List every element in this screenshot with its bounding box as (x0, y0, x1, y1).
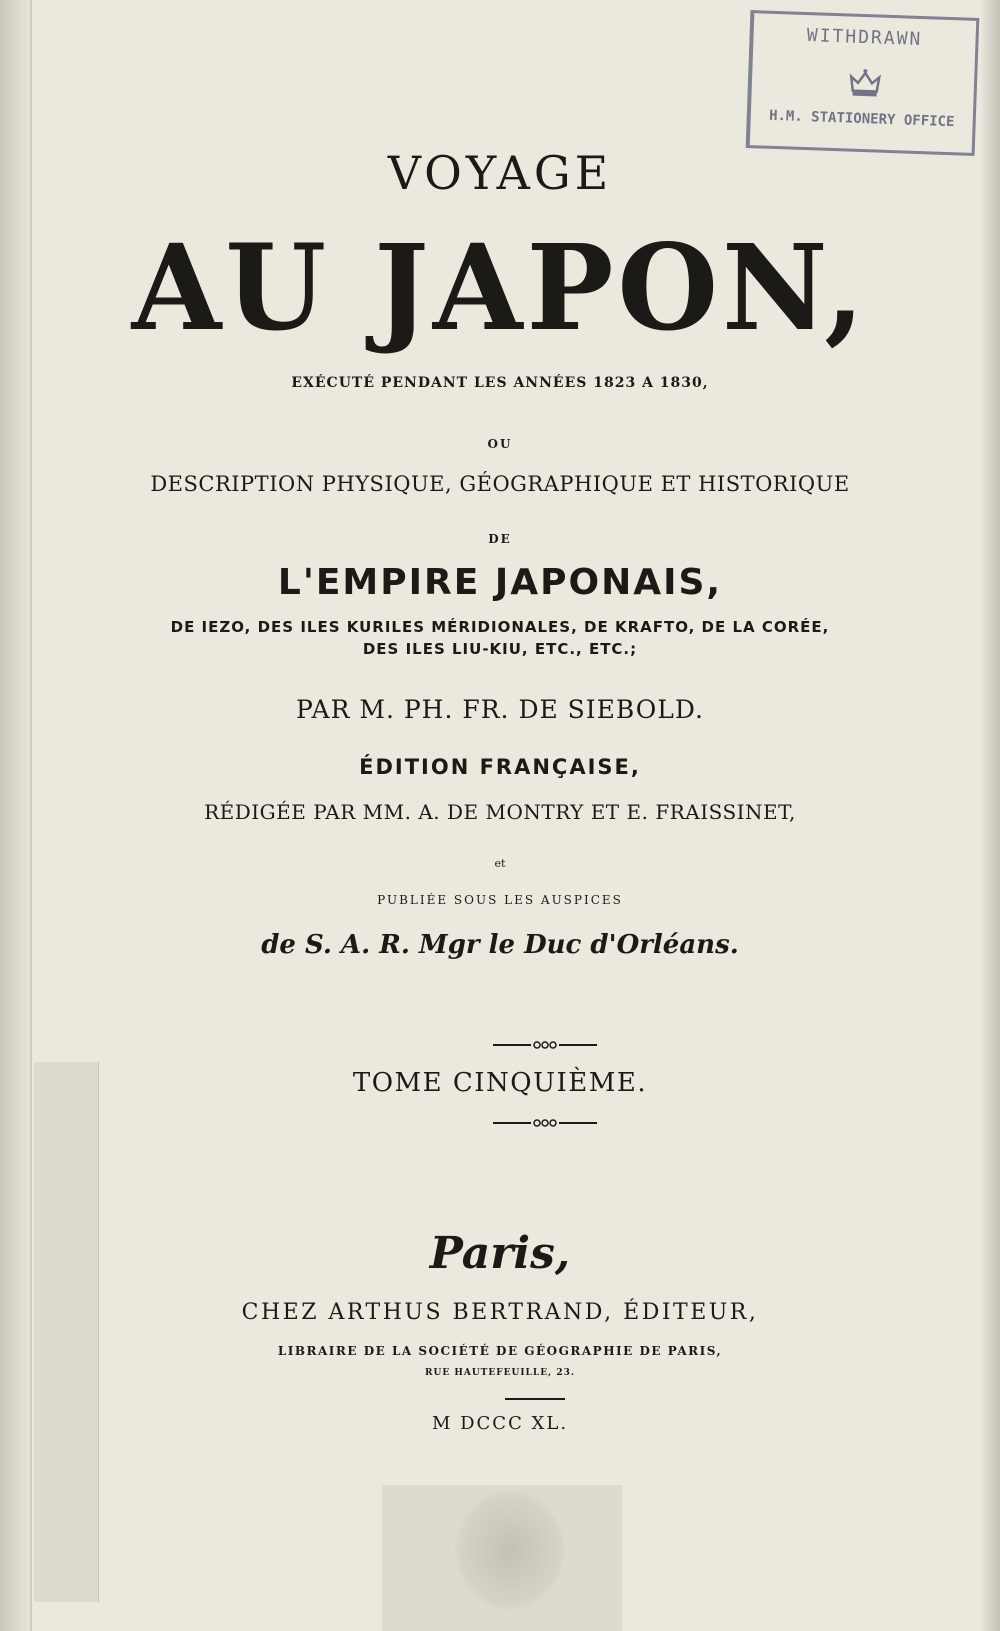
de-connector: DE (488, 532, 512, 546)
city-paris: Paris, (429, 1228, 571, 1279)
crown-icon (846, 64, 883, 101)
embossed-seal (455, 1490, 565, 1610)
main-title: AU JAPON, (131, 218, 869, 357)
address-line: RUE HAUTEFEUILLE, 23. (425, 1368, 575, 1378)
publication-year: M DCCC XL. (431, 1413, 569, 1434)
empire-title: L'EMPIRE JAPONAIS, (277, 562, 723, 603)
tape-strip-left (34, 1062, 99, 1602)
edition-line: ÉDITION FRANÇAISE, (359, 755, 641, 779)
withdrawn-stamp (746, 10, 980, 156)
volume-title: TOME CINQUIÈME. (352, 1068, 648, 1098)
ou-connector: OU (487, 437, 513, 451)
published-line: PUBLIÉE SOUS LES AUSPICES (377, 893, 623, 907)
editors-line: RÉDIGÉE PAR MM. A. DE MONTRY ET E. FRAISSINET, (204, 800, 796, 824)
patron-line: de S. A. R. Mgr le Duc d'Orléans. (261, 930, 739, 960)
ornament-divider-bottom (493, 1116, 597, 1130)
ornament-divider-top (493, 1038, 597, 1052)
publisher-line: CHEZ ARTHUS BERTRAND, ÉDITEUR, (241, 1300, 759, 1325)
author-line: PAR M. PH. FR. DE SIEBOLD. (296, 695, 704, 724)
regions-line-2: DES ILES LIU-KIU, ETC., ETC.; (362, 640, 638, 658)
subtitle-description: DESCRIPTION PHYSIQUE, GÉOGRAPHIQUE ET HISTORIQUE (150, 472, 850, 496)
libraire-line: LIBRAIRE DE LA SOCIÉTÉ DE GÉOGRAPHIE DE PARIS, (277, 1344, 723, 1358)
stamp-top-text: WITHDRAWN (806, 25, 923, 51)
executed-years: EXÉCUTÉ PENDANT LES ANNÉES 1823 A 1830, (291, 375, 709, 391)
short-rule (505, 1398, 565, 1400)
title-voyage: VOYAGE (387, 146, 613, 200)
regions-line-1: DE IEZO, DES ILES KURILES MÉRIDIONALES, DE KRAFTO, DE LA CORÉE, (170, 618, 830, 636)
stamp-bottom-text: H.M. STATIONERY OFFICE (768, 107, 955, 131)
et-connector: et (494, 857, 506, 870)
